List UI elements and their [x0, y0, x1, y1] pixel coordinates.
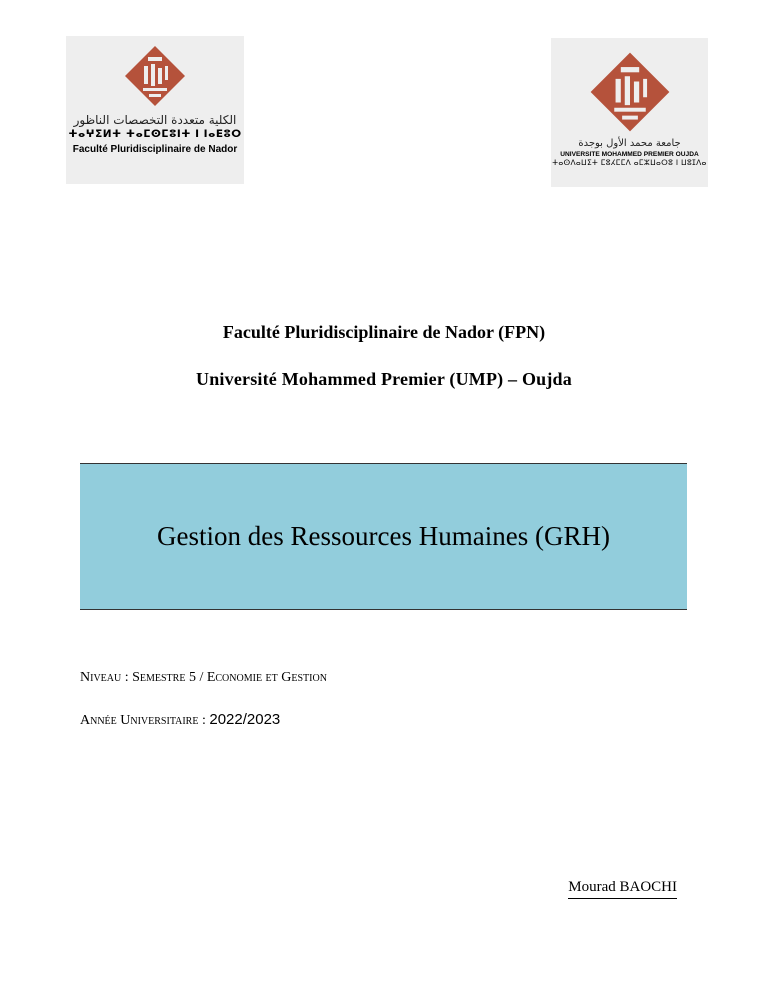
academic-year-line: [80, 711, 280, 729]
level-text: Niveau : Semestre 5 / Economie et Gestion: [80, 670, 327, 685]
university-logo-name: UNIVERSITE MOHAMMED PREMIER OUJDA: [560, 151, 699, 158]
university-logo-arabic: جامعة محمد الأول بوجدة: [578, 138, 681, 149]
university-title: Université Mohammed Premier (UMP) – Oujda: [196, 369, 572, 389]
faculty-logo-arabic: الكلية متعددة التخصصات الناظور: [73, 113, 237, 127]
academic-year-label: Année Universitaire :: [80, 713, 210, 728]
university-logo-tifinagh: ⵜⴰⵙⴷⴰⵡⵉⵜ ⵎⵓⵃⵎⵎⴷ ⴰⵎⵣⵡⴰⵔⵓ ⵏ ⵡⵓⵊⴷⴰ: [552, 158, 707, 168]
faculty-emblem-icon: [123, 44, 187, 108]
faculty-logo-tifinagh: ⵜⴰⵖⵉⵍⵜ ⵜⴰⵎⵙⵎⵓⵏⵜ ⵏ ⵏⴰⴹⵓⵔ: [68, 128, 242, 141]
academic-year-value: 2022/2023: [209, 711, 281, 728]
university-emblem-icon: [588, 50, 672, 134]
course-title: Gestion des Ressources Humaines (GRH): [157, 521, 610, 551]
course-title-banner: [80, 463, 687, 610]
faculty-logo-name: Faculté Pluridisciplinaire de Nador: [72, 143, 238, 155]
faculty-logo: [66, 36, 244, 184]
faculty-title: Faculté Pluridisciplinaire de Nador (FPN): [222, 322, 546, 342]
university-logo: [551, 38, 708, 187]
level-line: [80, 670, 327, 686]
author-name: Mourad BAOCHI: [568, 879, 677, 899]
